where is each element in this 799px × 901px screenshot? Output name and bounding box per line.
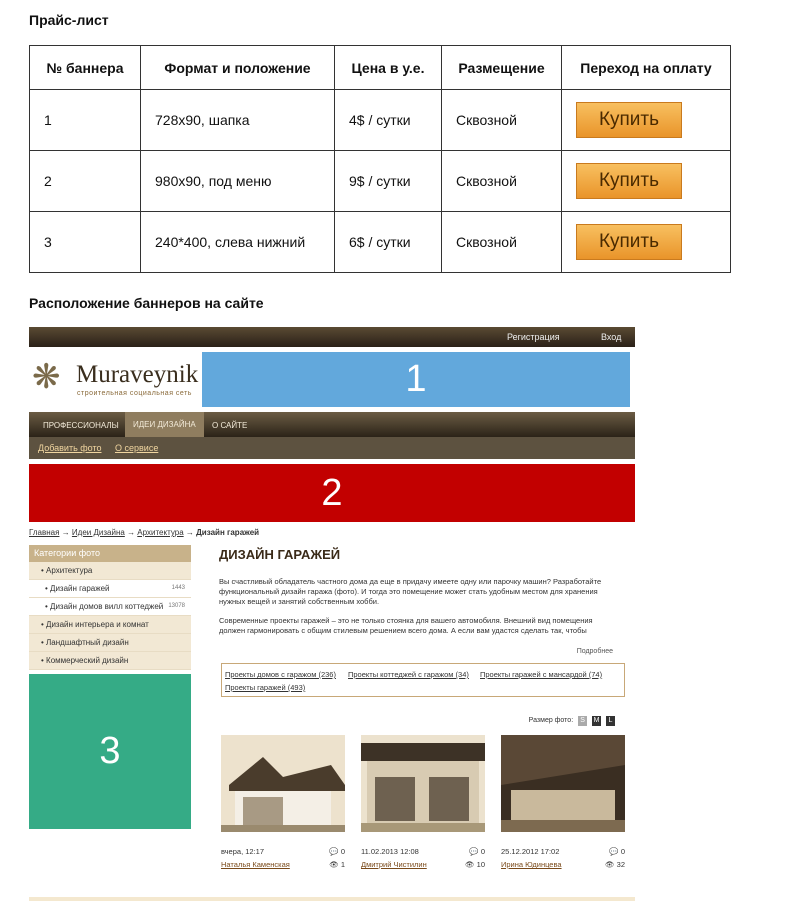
sidebar-item-houses[interactable]: • Дизайн домов вилл коттеджей 13078 xyxy=(29,598,191,616)
col-header-placement: Размещение xyxy=(442,46,562,90)
logo-tagline: строительная социальная сеть xyxy=(77,390,192,397)
banner-layout-title: Расположение баннеров на сайте xyxy=(29,295,264,311)
size-s-button[interactable]: S xyxy=(578,716,587,726)
site-screenshot xyxy=(29,327,635,901)
garage-photo[interactable] xyxy=(361,735,485,832)
crumb-ideas[interactable]: Идеи Дизайна xyxy=(71,528,125,537)
comments-count: 💬 0 xyxy=(329,847,345,856)
site-footer-strip xyxy=(29,897,635,901)
row-number: 2 xyxy=(30,151,141,212)
row-placement: Сквозной xyxy=(442,212,562,273)
row-price: 4$ / сутки xyxy=(335,90,442,151)
sidebar-header: Категории фото xyxy=(29,545,191,562)
garage-doors-icon xyxy=(361,735,485,832)
views-count: 👁 32 xyxy=(605,860,625,869)
photo-size-switcher xyxy=(529,716,615,726)
crumb-current: Дизайн гаражей xyxy=(196,528,260,537)
photo-size-label: Размер фото: xyxy=(528,717,574,724)
related-links-box xyxy=(221,663,625,697)
row-placement: Сквозной xyxy=(442,151,562,212)
row-payment-cell xyxy=(562,151,731,212)
card-date: 11.02.2013 12:08 xyxy=(361,847,419,856)
banner-slot-3: 3 xyxy=(29,674,191,829)
price-list-title: Прайс-лист xyxy=(29,12,109,28)
site-main-nav xyxy=(29,412,635,437)
photo-card[interactable] xyxy=(361,735,485,869)
card-date: 25.12.2012 17:02 xyxy=(501,847,560,856)
related-link[interactable]: Проекты гаражей с мансардой (74) xyxy=(480,670,603,679)
views-count: 👁 1 xyxy=(329,860,345,869)
size-m-button[interactable]: M xyxy=(593,717,600,724)
garage-photo[interactable] xyxy=(501,735,625,832)
site-logo[interactable] xyxy=(29,349,199,409)
login-link[interactable]: Вход xyxy=(601,332,622,342)
card-author[interactable]: Дмитрий Чистилин xyxy=(361,860,427,869)
intro-paragraph: Вы счастливый обладатель частного дома да еще в придачу имеете одну или парочку машин? Разработайте функциональный дизайн гаража (фото). И тогда это помещение может стать удобным местом для хранения нужных вещей и занятий собственным хобби. xyxy=(219,577,602,606)
banner-slot-2: 2 xyxy=(29,464,635,522)
site-subnav xyxy=(29,437,635,459)
row-payment-cell xyxy=(562,90,731,151)
about-service-link[interactable]: О сервисе xyxy=(115,443,159,453)
site-topbar xyxy=(29,327,635,347)
row-placement: Сквозной xyxy=(442,90,562,151)
row-price: 9$ / сутки xyxy=(335,151,442,212)
sidebar-item-landscape[interactable]: • Ландшафтный дизайн xyxy=(29,634,191,652)
photo-card[interactable] xyxy=(501,735,625,869)
table-row xyxy=(30,212,731,273)
col-header-number: № баннера xyxy=(30,46,141,90)
size-l-button[interactable]: L xyxy=(606,716,615,726)
add-photo-link[interactable]: Добавить фото xyxy=(38,443,102,453)
row-number: 1 xyxy=(30,90,141,151)
breadcrumb xyxy=(29,528,259,537)
photo-card[interactable] xyxy=(221,735,345,869)
page-title: ДИЗАЙН ГАРАЖЕЙ xyxy=(219,547,341,562)
row-format: 728x90, шапка xyxy=(141,90,335,151)
read-more-link[interactable]: Подробнее xyxy=(576,648,613,655)
banner-slot-1: 1 xyxy=(202,352,630,407)
sidebar-item-architecture[interactable]: • Архитектура xyxy=(29,562,191,580)
register-link[interactable]: Регистрация xyxy=(507,332,560,342)
nav-item-professionals[interactable]: ПРОФЕССИОНАЛЫ xyxy=(43,421,119,430)
card-author[interactable]: Наталья Каменская xyxy=(221,860,290,869)
card-date: вчера, 12:17 xyxy=(221,847,265,856)
comments-count: 💬 0 xyxy=(609,847,625,856)
buy-button-3[interactable]: Купить xyxy=(576,224,682,260)
sidebar-item-garage-design[interactable]: • Дизайн гаражей 1443 xyxy=(29,580,191,598)
item-count: 13078 xyxy=(168,603,185,609)
crumb-arrow-icon: → xyxy=(185,528,194,537)
buy-button-2[interactable]: Купить xyxy=(576,163,682,199)
row-price: 6$ / сутки xyxy=(335,212,442,273)
table-header-row xyxy=(30,46,731,90)
row-payment-cell xyxy=(562,212,731,273)
table-row xyxy=(30,90,731,151)
price-table xyxy=(29,45,731,273)
garage-house-icon xyxy=(221,735,345,832)
row-format: 980x90, под меню xyxy=(141,151,335,212)
crumb-architecture[interactable]: Архитектура xyxy=(137,528,184,537)
sidebar-item-commercial[interactable]: • Коммерческий дизайн xyxy=(29,652,191,670)
related-link[interactable]: Проекты гаражей (493) xyxy=(225,683,306,692)
logo-name: Muraveynik xyxy=(76,361,199,388)
sidebar-item-interior[interactable]: • Дизайн интерьера и комнат xyxy=(29,616,191,634)
crumb-arrow-icon: → xyxy=(127,528,136,537)
views-count: 👁 10 xyxy=(465,860,485,869)
row-number: 3 xyxy=(30,212,141,273)
second-paragraph: Современные проекты гаражей – это не только стоянка для вашего автомобиля. Внешний вид помещения должен гармонировать с общим стилевым решением всего дома. А если вам удастся сделать так, чтобы xyxy=(219,616,593,635)
related-link[interactable]: Проекты коттеджей с гаражом (34) xyxy=(348,670,469,679)
row-format: 240*400, слева нижний xyxy=(141,212,335,273)
crumb-arrow-icon: → xyxy=(61,528,70,537)
table-row xyxy=(30,151,731,212)
col-header-price: Цена в у.е. xyxy=(335,46,442,90)
garage-photo[interactable] xyxy=(221,735,345,832)
comments-count: 💬 0 xyxy=(469,847,485,856)
col-header-format: Формат и положение xyxy=(141,46,335,90)
nav-item-about[interactable]: О САЙТЕ xyxy=(212,421,248,430)
nav-item-design-ideas[interactable]: ИДЕИ ДИЗАЙНА xyxy=(125,412,204,437)
flower-logo-icon: ❋ xyxy=(32,358,61,396)
related-link[interactable]: Проекты домов с гаражом (236) xyxy=(225,670,336,679)
buy-button-1[interactable]: Купить xyxy=(576,102,682,138)
main-content xyxy=(219,545,629,869)
crumb-home[interactable]: Главная xyxy=(29,528,60,537)
item-count: 1443 xyxy=(171,585,185,591)
category-sidebar xyxy=(29,545,191,670)
col-header-payment: Переход на оплату xyxy=(562,46,731,90)
garage-interior-icon xyxy=(501,735,625,832)
card-author[interactable]: Ирина Юдинцева xyxy=(501,860,562,869)
